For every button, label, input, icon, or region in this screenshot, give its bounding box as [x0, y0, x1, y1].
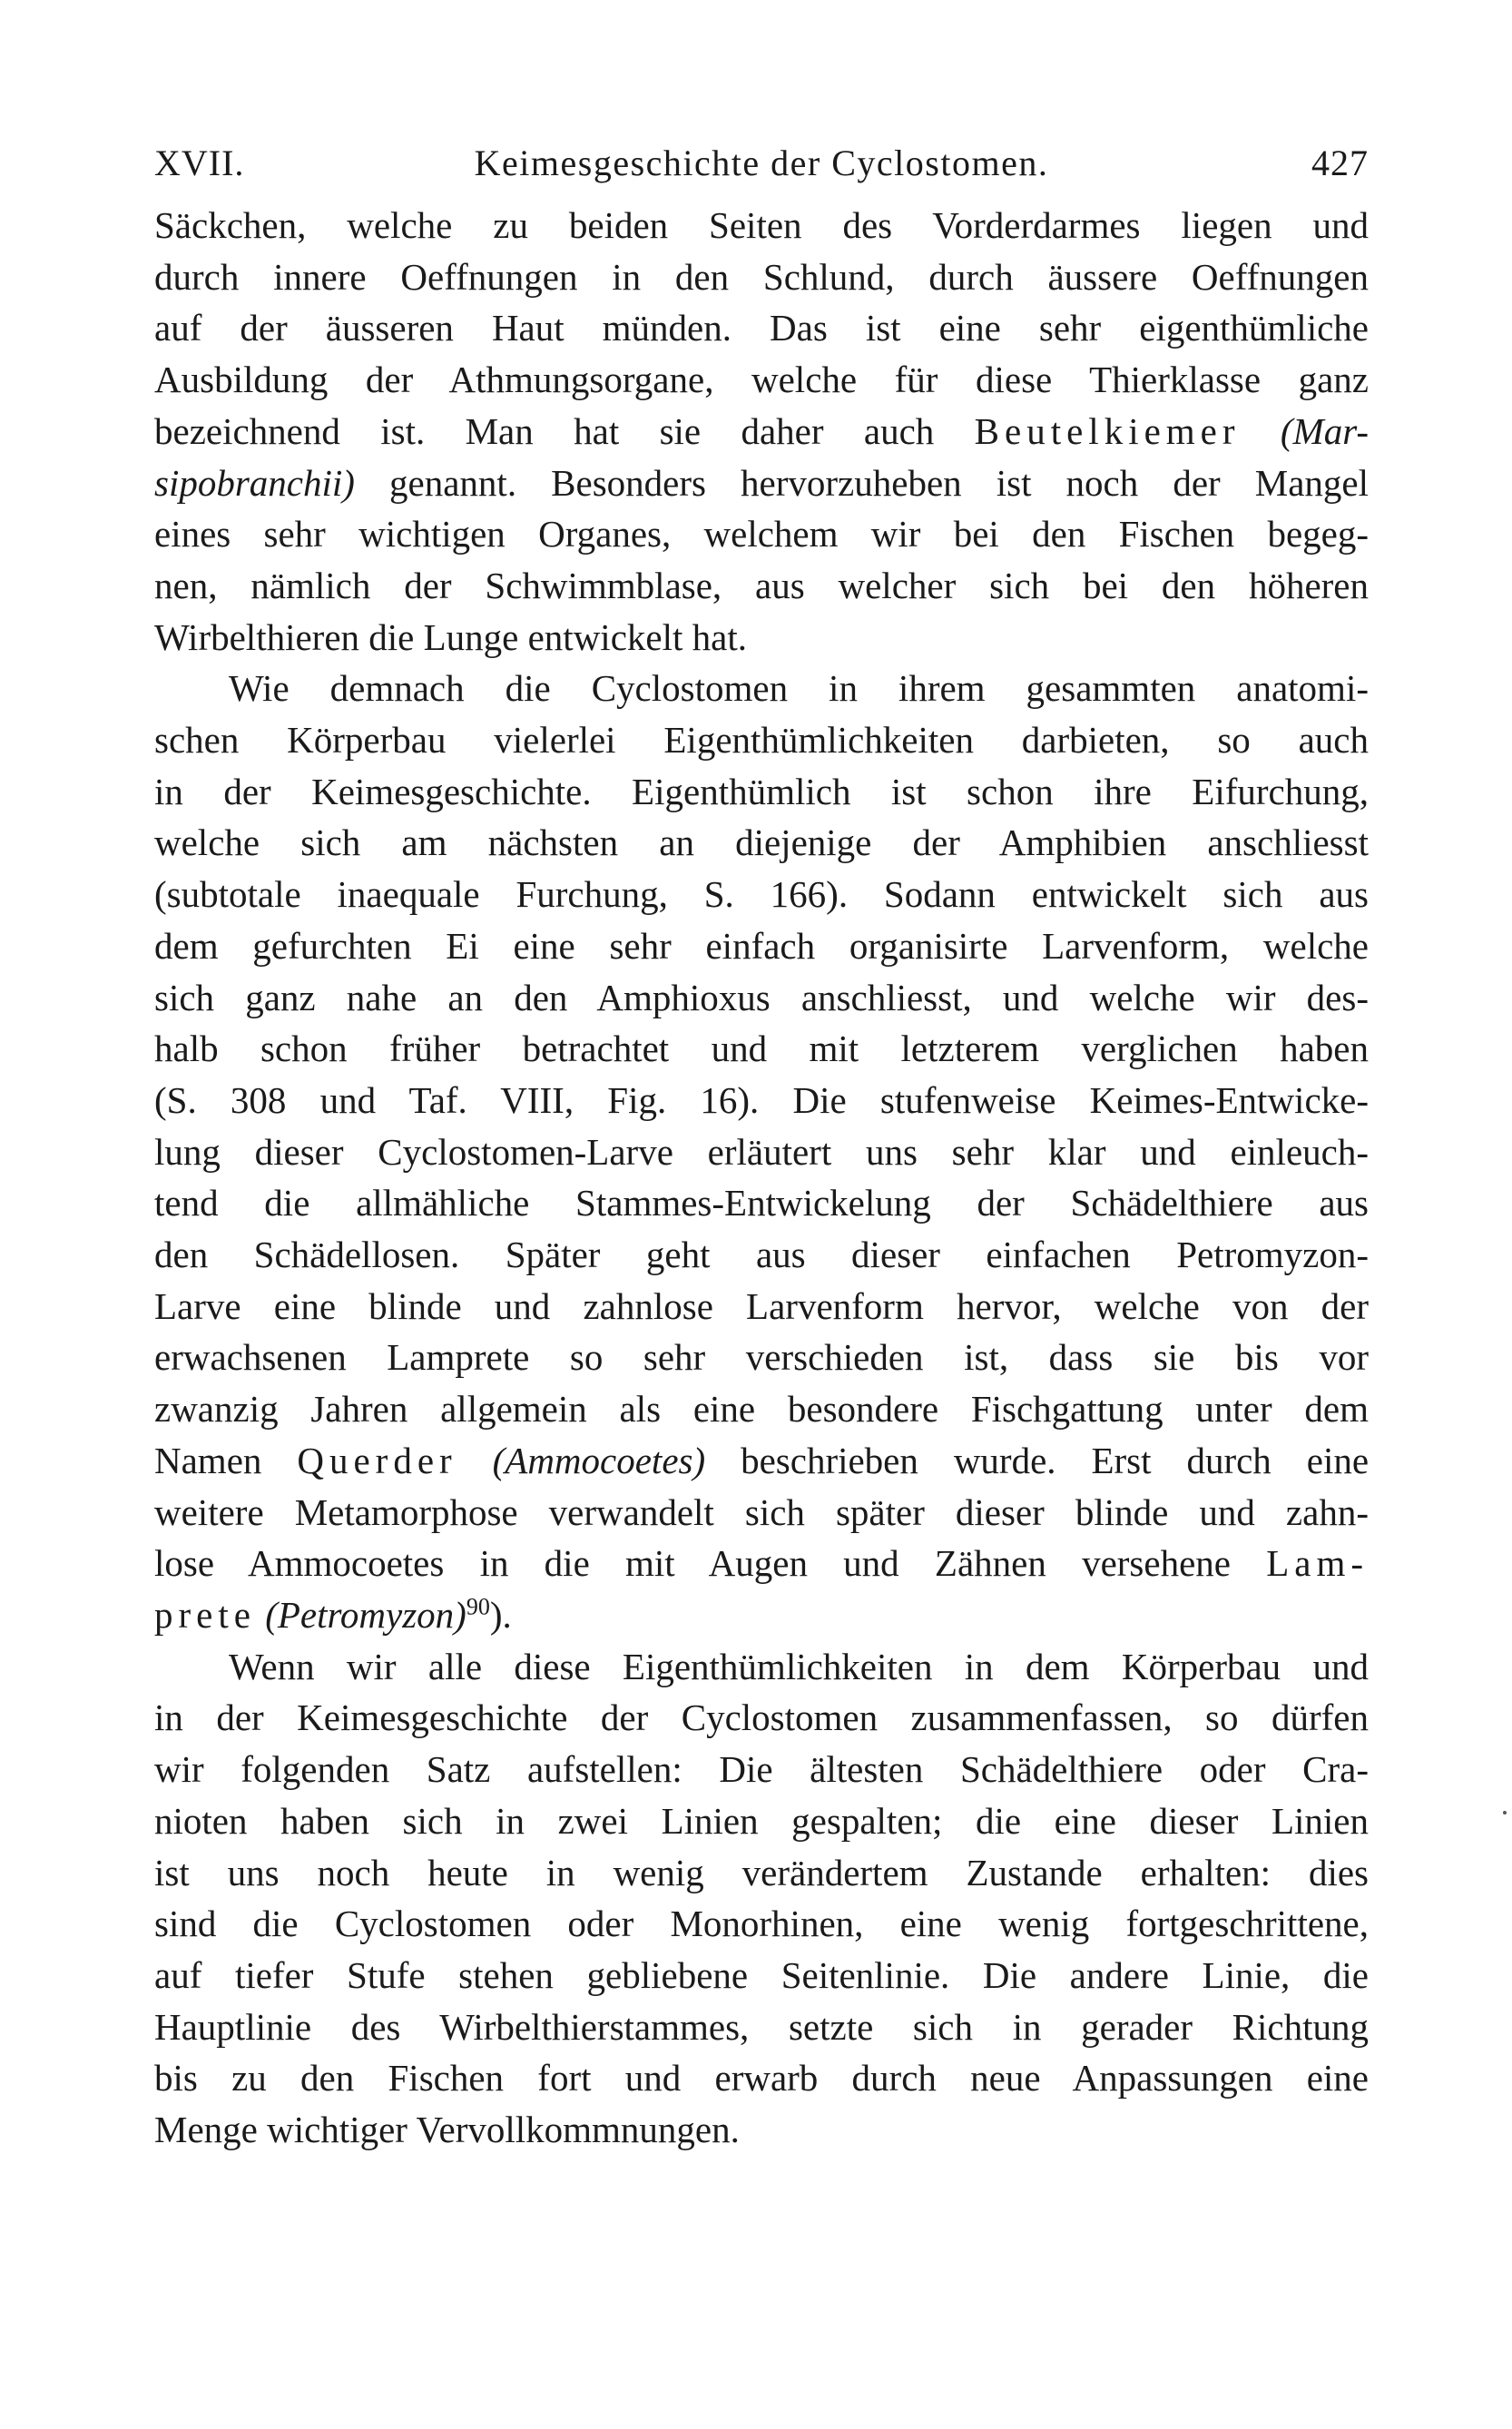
text-line: bis zu den Fischen fort und erwarb durch neue Anpassungen eine: [154, 2057, 1369, 2100]
chapter-number: XVII.: [154, 143, 245, 183]
page-number: 427: [1311, 143, 1369, 183]
text-line: Menge wichtiger Vervollkommnungen.: [154, 2109, 740, 2151]
italic-term: (Mar-: [1280, 409, 1369, 452]
spaced-term: Beutelkiemer: [974, 409, 1241, 452]
running-head: [154, 136, 1369, 191]
text-line: [154, 1435, 1369, 1487]
text-segment: beschrieben wurde. Erst durch eine: [741, 1439, 1369, 1481]
italic-term: (Petromyzon): [265, 1593, 466, 1636]
text-line: welche sich am nächsten an diejenige der Amphibien anschliesst: [154, 821, 1369, 864]
text-line: dem gefurchten Ei eine sehr einfach organisirte Larvenform, welche: [154, 924, 1369, 967]
text-line: (S. 308 und Taf. VIII, Fig. 16). Die stufenweise Keimes-Entwicke-: [154, 1078, 1369, 1121]
text-line: (subtotale inaequale Furchung, S. 166). Sodann entwickelt sich aus: [154, 873, 1369, 916]
italic-term: sipobranchii): [154, 461, 355, 504]
spaced-term: Lam-: [1266, 1542, 1369, 1585]
text-line: tend die allmähliche Stammes-Entwickelung der Schädelthiere aus: [154, 1182, 1369, 1224]
text-line: Ausbildung der Athmungsorgane, welche für diese Thierklasse ganz: [154, 359, 1369, 401]
text-line: nioten haben sich in zwei Linien gespalten; die eine dieser Linien: [154, 1799, 1369, 1842]
text-line: zwanzig Jahren allgemein als eine besondere Fischgattung unter dem: [154, 1388, 1369, 1431]
text-line: eines sehr wichtigen Organes, welchem wir bei den Fischen begeg-: [154, 513, 1369, 556]
spaced-term: Querder: [297, 1439, 457, 1481]
text-line: auf der äusseren Haut münden. Das ist eine sehr eigenthümliche: [154, 307, 1369, 349]
text-line: Wie demnach die Cyclostomen in ihrem gesammten anatomi-: [229, 667, 1369, 710]
text-line: in der Keimesgeschichte der Cyclostomen zusammenfassen, so dürfen: [154, 1696, 1369, 1739]
text-line: nen, nämlich der Schwimmblase, aus welcher sich bei den höheren: [154, 564, 1369, 606]
text-line: weitere Metamorphose verwandelt sich später dieser blinde und zahn-: [154, 1490, 1369, 1533]
text-line: durch innere Oeffnungen in den Schlund, durch äussere Oeffnungen: [154, 255, 1369, 298]
text-line: [154, 457, 1369, 509]
running-title: Keimesgeschichte der Cyclostomen.: [474, 143, 1049, 183]
text-segment: Namen: [154, 1439, 262, 1481]
text-line: ist uns noch heute in wenig verändertem Zustande erhalten: dies: [154, 1851, 1369, 1893]
body-text: [154, 200, 1369, 2156]
text-line: erwachsenen Lamprete so sehr verschieden ist, dass sie bis vor: [154, 1336, 1369, 1379]
text-line: lung dieser Cyclostomen-Larve erläutert uns sehr klar und einleuch-: [154, 1130, 1369, 1173]
text-segment: lose Ammocoetes in die mit Augen und Zähnen versehene: [154, 1542, 1231, 1585]
text-line: Larve eine blinde und zahnlose Larvenform hervor, welche von der: [154, 1284, 1369, 1327]
book-page: [154, 136, 1369, 2315]
text-line: wir folgenden Satz aufstellen: Die ältesten Schädelthiere oder Cra-: [154, 1748, 1369, 1791]
text-line: sich ganz nahe an den Amphioxus anschliesst, und welche wir des-: [154, 976, 1369, 1018]
text-segment: ).: [489, 1593, 512, 1636]
text-line: auf tiefer Stufe stehen gebliebene Seitenlinie. Die andere Linie, die: [154, 1953, 1369, 1996]
paragraph-2: [154, 663, 1369, 1640]
spaced-term: prete: [154, 1593, 256, 1636]
text-line: in der Keimesgeschichte. Eigenthümlich ist schon ihre Eifurchung,: [154, 770, 1369, 812]
text-line: halb schon früher betrachtet und mit letzterem verglichen haben: [154, 1028, 1369, 1070]
paragraph-1: [154, 200, 1369, 663]
scan-speck: [1503, 1811, 1507, 1814]
text-line: Hauptlinie des Wirbelthierstammes, setzte sich in gerader Richtung: [154, 2005, 1369, 2048]
text-line: Wenn wir alle diese Eigenthümlichkeiten in dem Körperbau und: [229, 1645, 1369, 1687]
text-line: Wirbelthieren die Lunge entwickelt hat.: [154, 615, 747, 658]
text-line: den Schädellosen. Später geht aus dieser einfachen Petromyzon-: [154, 1234, 1369, 1276]
text-line: Säckchen, welche zu beiden Seiten des Vorderdarmes liegen und: [154, 204, 1369, 246]
italic-term: (Ammocoetes): [492, 1439, 706, 1481]
text-line: schen Körperbau vielerlei Eigenthümlichkeiten darbieten, so auch: [154, 719, 1369, 762]
text-line: [154, 406, 1369, 457]
text-segment: bezeichnend ist. Man hat sie daher auch: [154, 409, 935, 452]
text-line: sind die Cyclostomen oder Monorhinen, eine wenig fortgeschrittene,: [154, 1903, 1369, 1945]
footnote-ref[interactable]: 90: [466, 1593, 490, 1620]
text-segment: genannt. Besonders hervorzuheben ist noch der Mangel: [389, 461, 1369, 504]
text-line: [154, 1538, 1369, 1589]
paragraph-3: [154, 1641, 1369, 2156]
text-line: [154, 1589, 1369, 1641]
